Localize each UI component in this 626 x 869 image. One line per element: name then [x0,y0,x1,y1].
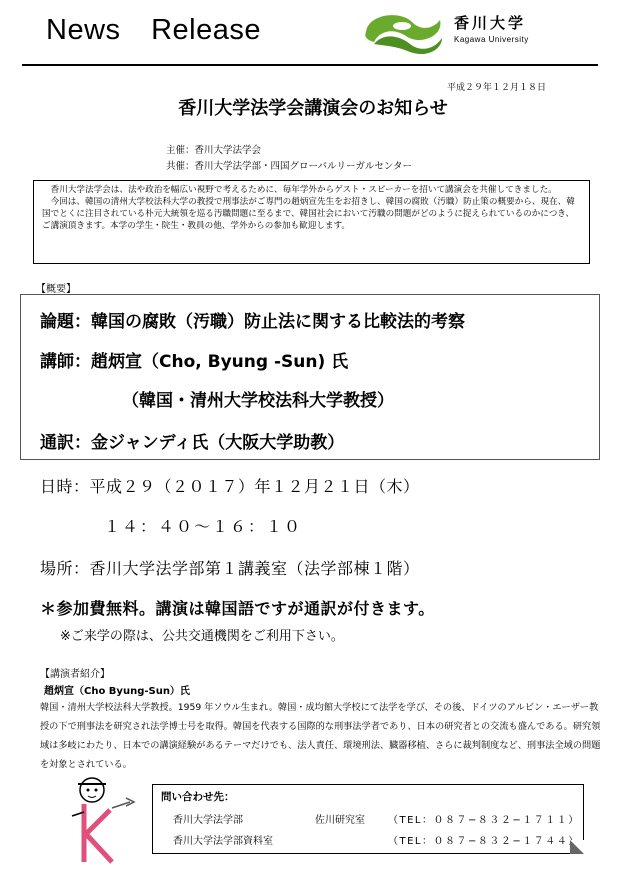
summary-label: 【概要】 [36,284,76,295]
lecturer-intro-name: 趙炳宣（Cho Byung-Sun）氏 [44,686,190,697]
university-name-en: Kagawa University [454,35,529,44]
page-fold-shadow [570,840,584,854]
contact-heading: 問い合わせ先： [161,791,235,803]
university-name-ja: 香川大学 [454,14,527,32]
contact-lab-1: 佐川研究室 [315,815,365,826]
contact-box [152,784,584,854]
contact-org-2: 香川大学法学部資料室 [173,836,273,847]
transport-notice: ※ご来学の際は、公共交通機関をご利用下さい。 [60,629,344,644]
header-divider [22,64,598,66]
release-date: 平成２９年１２月１８日 [447,83,547,93]
interpreter: 通訳：金ジャンディ氏（大阪大学助教） [40,433,345,453]
lecturer-intro-heading: 【講演者紹介】 [40,669,110,680]
host-organizer: 主催：香川大学法学会 [166,145,262,156]
kagawa-university-logo-icon [360,6,448,56]
news-release-heading: News Release [46,14,261,46]
lecturer-affiliation: （韓国・清州大学校法科大学教授） [122,391,394,411]
lecturer-name: 講師：趙炳宣（Cho, Byung -Sun) 氏 [40,352,349,372]
contact-tel-1: （TEL：０８７−８３２−１７１１） [388,815,580,826]
lecture-topic: 論題：韓国の腐敗（汚職）防止法に関する比較法的考察 [40,312,465,332]
intro-paragraph-2: 今回は、韓国の清州大学校法科大学の教授で刑事法がご専門の趙炳宣先生をお招きし、韓国の腐敗（汚職）防止策の概要から、現在、韓国でとくに注目されている朴元大統領を巡る汚職問題に至るまで、韓国社会において汚職の問題がどのように捉えられているのかにつき、ご講演頂きます。本学の学生・院生・教員の他、学外からの参加も歓迎します。 [42,197,575,231]
event-place: 場所：香川大学法学部第１講義室（法学部棟１階） [40,559,420,578]
mascot-icon [60,772,150,867]
contact-org-1: 香川大学法学部 [173,815,243,826]
intro-paragraph-1: 香川大学法学会は、法や政治を幅広い視野で考えるために、毎年学外からゲスト・スピーカーを招いて講演会を共催してきました。 [50,185,557,195]
event-time: １４：４０〜１６：１０ [104,517,303,536]
cohost-organizer: 共催：香川大学法学部・四国グローバルリーガルセンター [166,161,412,172]
contact-tel-2: （TEL：０８７−８３２−１７４４） [388,836,580,847]
intro-box [33,180,590,264]
lecturer-bio: 韓国・清州大学校法科大学教授。1959 年ソウル生まれ。韓国・成均館大学校にて法学を学び、その後、ドイツのアルビン・エーザー教授の下で刑事法を研究され法学博士号を取得。韓国を代表する国際的な刑事法学者であり、日本の研究者との交流も盛んである。研究領域は多岐にわたり、日本での講演経験があるテーマだけでも、法人責任、環境刑法、臓器移植、さらに裁判制度など、刑事法全域の問題を対象とされている。 [40,702,601,770]
fee-notice: ＊参加費無料。講演は韓国語ですが通訳が付きます。 [40,599,435,618]
page-title: 香川大学法学会講演会のお知らせ [178,98,448,119]
event-datetime: 日時：平成２９（２０１７）年１２月２１日（木） [40,477,420,496]
